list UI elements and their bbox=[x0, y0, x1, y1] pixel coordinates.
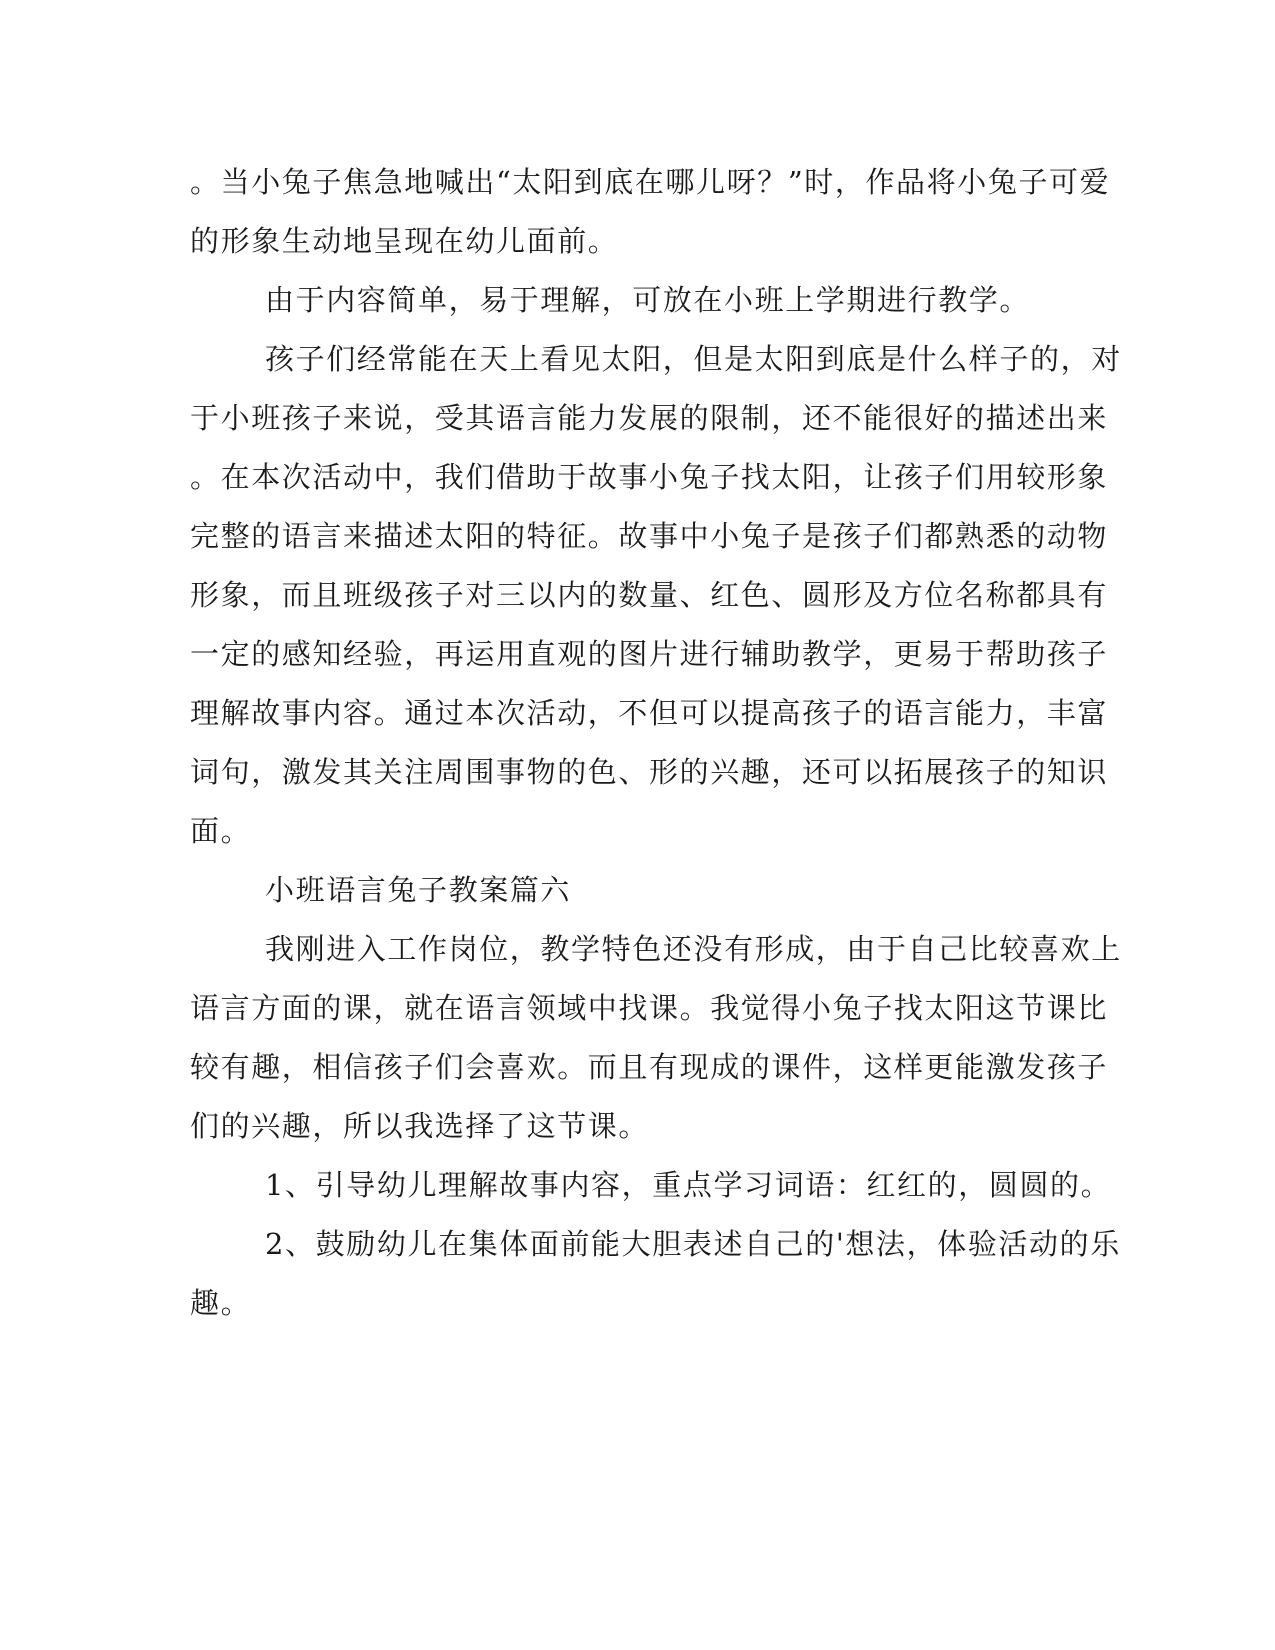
text-line: 于小班孩子来说，受其语言能力发展的限制，还不能很好的描述出来 bbox=[190, 401, 1109, 435]
text-line: 面。 bbox=[190, 814, 252, 848]
text-line: 完整的语言来描述太阳的特征。故事中小兔子是孩子们都熟悉的动物 bbox=[190, 519, 1109, 553]
text-line: 一定的感知经验，再运用直观的图片进行辅助教学，更易于帮助孩子 bbox=[190, 637, 1109, 671]
text-line: 我刚进入工作岗位，教学特色还没有形成，由于自己比较喜欢上 bbox=[265, 932, 1122, 966]
text-line: 语言方面的课，就在语言领域中找课。我觉得小兔子找太阳这节课比 bbox=[190, 991, 1109, 1025]
text-line: 由于内容简单，易于理解，可放在小班上学期进行教学。 bbox=[265, 283, 1031, 317]
text-line: 形象，而且班级孩子对三以内的数量、红色、圆形及方位名称都具有 bbox=[190, 578, 1109, 612]
text-line: 的形象生动地呈现在幼儿面前。 bbox=[190, 224, 619, 258]
text-line: 理解故事内容。通过本次活动，不但可以提高孩子的语言能力，丰富 bbox=[190, 696, 1109, 730]
text-line: 。当小兔子焦急地喊出“太阳到底在哪儿呀？”时，作品将小兔子可爱 bbox=[190, 165, 1111, 199]
text-line: 词句，激发其关注周围事物的色、形的兴趣，还可以拓展孩子的知识 bbox=[190, 755, 1109, 789]
list-item: 2、鼓励幼儿在集体面前能大胆表述自己的'想法，体验活动的乐 bbox=[265, 1227, 1121, 1261]
text-line: 趣。 bbox=[190, 1286, 252, 1320]
text-line: 们的兴趣，所以我选择了这节课。 bbox=[190, 1109, 650, 1143]
text-line: 。在本次活动中，我们借助于故事小兔子找太阳，让孩子们用较形象 bbox=[190, 460, 1109, 494]
section-heading: 小班语言兔子教案篇六 bbox=[265, 873, 572, 907]
text-line: 孩子们经常能在天上看见太阳，但是太阳到底是什么样子的，对 bbox=[265, 342, 1122, 376]
list-item: 1、引导幼儿理解故事内容，重点学习词语：红红的，圆圆的。 bbox=[265, 1168, 1112, 1202]
text-line: 较有趣，相信孩子们会喜欢。而且有现成的课件，这样更能激发孩子 bbox=[190, 1050, 1109, 1084]
